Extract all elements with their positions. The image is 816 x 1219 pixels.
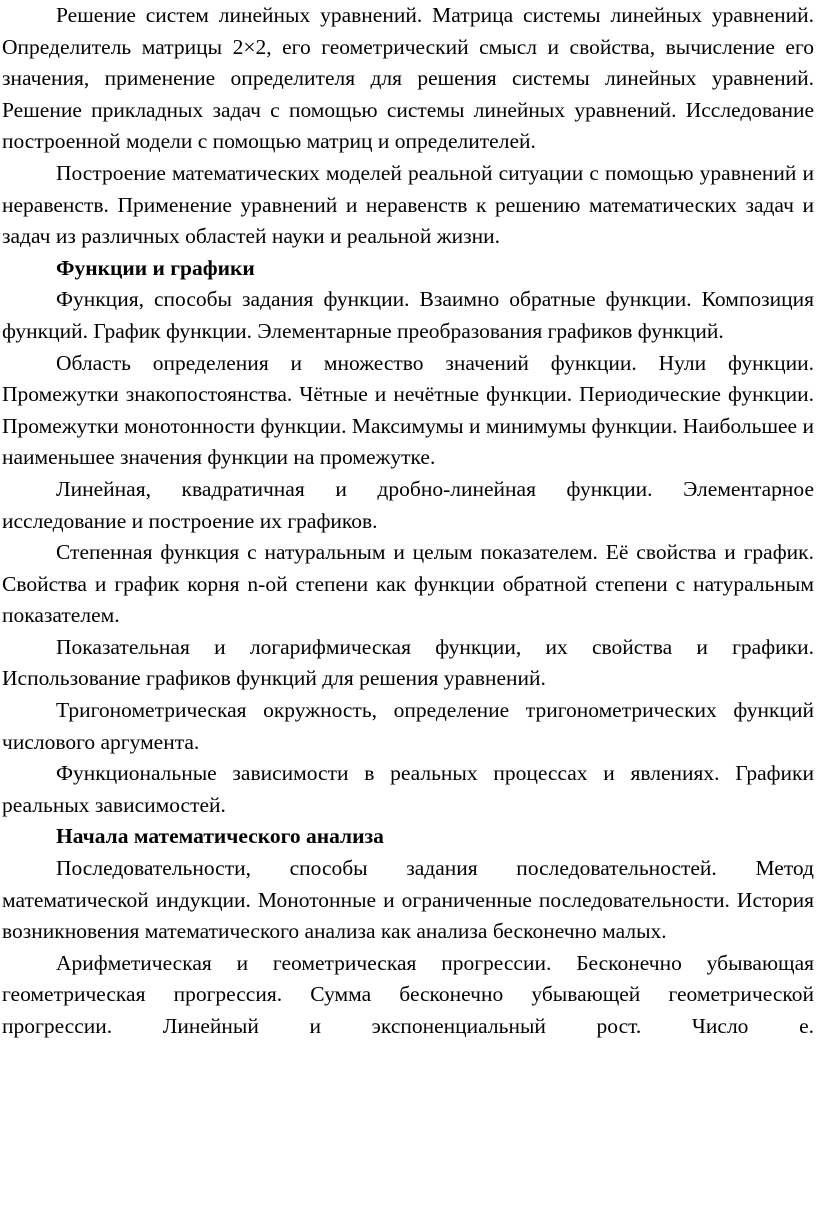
- section-heading-calculus: Начала математического анализа: [56, 824, 384, 849]
- paragraph-exp-log: Показательная и логарифмическая функции, их свойства и графики. Использование графиков функций для решения уравнений.: [2, 634, 814, 691]
- paragraph-trig-circle: Тригонометрическая окружность, определение тригонометрических функций числового аргумента.: [2, 698, 814, 754]
- paragraph-linear-quadratic: Линейная, квадратичная и дробно-линейная функции. Элементарное исследование и построение их графиков.: [2, 476, 814, 533]
- document-page: [2, 0, 814, 1043]
- paragraph-function-properties: Область определения и множество значений функции. Нули функции. Промежутки знакопостоянства. Чётные и нечётные функции. Периодические функции. Промежутки монотонности функции. Максимумы и минимумы функции. Наибольшее и наименьшее значения функции на промежутке.: [2, 350, 814, 470]
- paragraph-linear-systems: Решение систем линейных уравнений. Матрица системы линейных уравнений. Определитель матрицы 2×2, его геометрический смысл и свойства, вычисление его значения, применение определителя для решения системы линейных уравнений. Решение прикладных задач с помощью системы линейных уравнений. Исследование построенной модели с помощью матриц и определителей.: [2, 3, 814, 154]
- paragraph-sequences: Последовательности, способы задания последовательностей. Метод математической индукции. Монотонные и ограниченные последовательности. История возникновения математического анализа как анализа бесконечно малых.: [2, 856, 814, 944]
- paragraph-power-function: Степенная функция с натуральным и целым показателем. Её свойства и график. Свойства и график корня n-ой степени как функции обратной степени с натуральным показателем.: [2, 540, 814, 628]
- paragraph-function-definition: Функция, способы задания функции. Взаимно обратные функции. Композиция функций. График функции. Элементарные преобразования графиков функций.: [2, 287, 814, 343]
- paragraph-math-models: Построение математических моделей реальной ситуации с помощью уравнений и неравенств. Применение уравнений и неравенств к решению математических задач и задач из различных областей науки и реальной жизни.: [2, 160, 814, 249]
- paragraph-progressions: Арифметическая и геометрическая прогрессии. Бесконечно убывающая геометрическая прогрессия. Сумма бесконечно убывающей геометрической прогрессии. Линейный и экспоненциальный рост. Число е.: [2, 950, 814, 1038]
- section-heading-functions: Функции и графики: [56, 255, 255, 280]
- paragraph-real-dependencies: Функциональные зависимости в реальных процессах и явлениях. Графики реальных зависимостей.: [2, 761, 814, 817]
